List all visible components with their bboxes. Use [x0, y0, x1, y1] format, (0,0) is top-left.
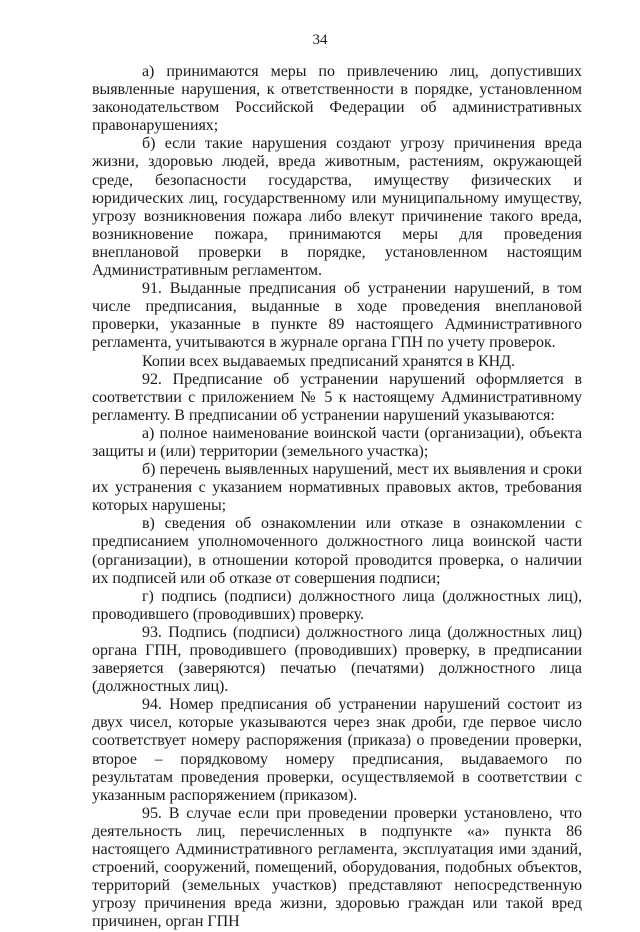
paragraph-92-item-b: б) перечень выявленных нарушений, мест их выявления и сроки их устранения с указанием нормативных правовых актов, требования которых нарушены;	[92, 461, 582, 515]
paragraph-94: 94. Номер предписания об устранении нарушений состоит из двух чисел, которые указываются через знак дроби, где первое число соответствует номеру распоряжения (приказа) о проведении проверки, второе – порядковому номеру предписания, выдаваемого по результатам проведения проверки, осуществляемой в соответствии с указанным распоряжением (приказом).	[92, 696, 582, 804]
paragraph-92-item-v: в) сведения об ознакомлении или отказе в ознакомлении с предписанием уполномоченного должностного лица воинской части (организации), в отношении которой проводится проверка, о наличии их подписей или об отказе от совершения подписи;	[92, 515, 582, 587]
paragraph-95: 95. В случае если при проведении проверки установлено, что деятельность лиц, перечисленных в подпункте «а» пункта 86 настоящего Административного регламента, эксплуатация ими зданий, строений, сооружений, помещений, оборудования, подобных объектов, территорий (земельных участков) представляют непосредственную угрозу причинения вреда жизни, здоровью граждан или такой вред причинен, орган ГПН	[92, 804, 582, 931]
paragraph-item-b-threat: б) если такие нарушения создают угрозу причинения вреда жизни, здоровью людей, вреда животным, растениям, окружающей среде, безопасности государства, имуществу физических и юридических лиц, государственному или муниципальному имуществу, угрозу возникновения пожара либо влекут причинение такого вреда, возникновение пожара, принимаются меры для проведения внеплановой проверки в порядке, установленном настоящим Административным регламентом.	[92, 135, 582, 280]
paragraph-92-item-g: г) подпись (подписи) должностного лица (должностных лиц), проводившего (проводивших) проверку.	[92, 587, 582, 623]
paragraph-93: 93. Подпись (подписи) должностного лица (должностных лиц) органа ГПН, проводившего (проводивших) проверку, в предписании заверяется (заверяются) печатью (печатями) должностного лица (должностных лиц).	[92, 623, 582, 696]
paragraph-91: 91. Выданные предписания об устранении нарушений, в том числе предписания, выданные в ходе проведения внеплановой проверки, указанные в пункте 89 настоящего Административного регламента, учитываются в журнале органа ГПН по учету проверок.	[92, 280, 582, 352]
paragraph-copies: Копии всех выдаваемых предписаний хранятся в КНД.	[142, 352, 515, 370]
document-body	[92, 63, 582, 932]
paragraph-92: 92. Предписание об устранении нарушений оформляется в соответствии с приложением № 5 к настоящему Административному регламенту. В предписании об устранении нарушений указываются:	[92, 370, 582, 424]
page-number: 34	[312, 32, 328, 48]
paragraph-item-a-liability: а) принимаются меры по привлечению лиц, допустивших выявленные нарушения, к ответственности в порядке, установленном законодательством Российской Федерации об административных правонарушениях;	[92, 63, 582, 135]
paragraph-92-item-a: а) полное наименование воинской части (организации), объекта защиты и (или) территории (земельного участка);	[92, 424, 582, 460]
